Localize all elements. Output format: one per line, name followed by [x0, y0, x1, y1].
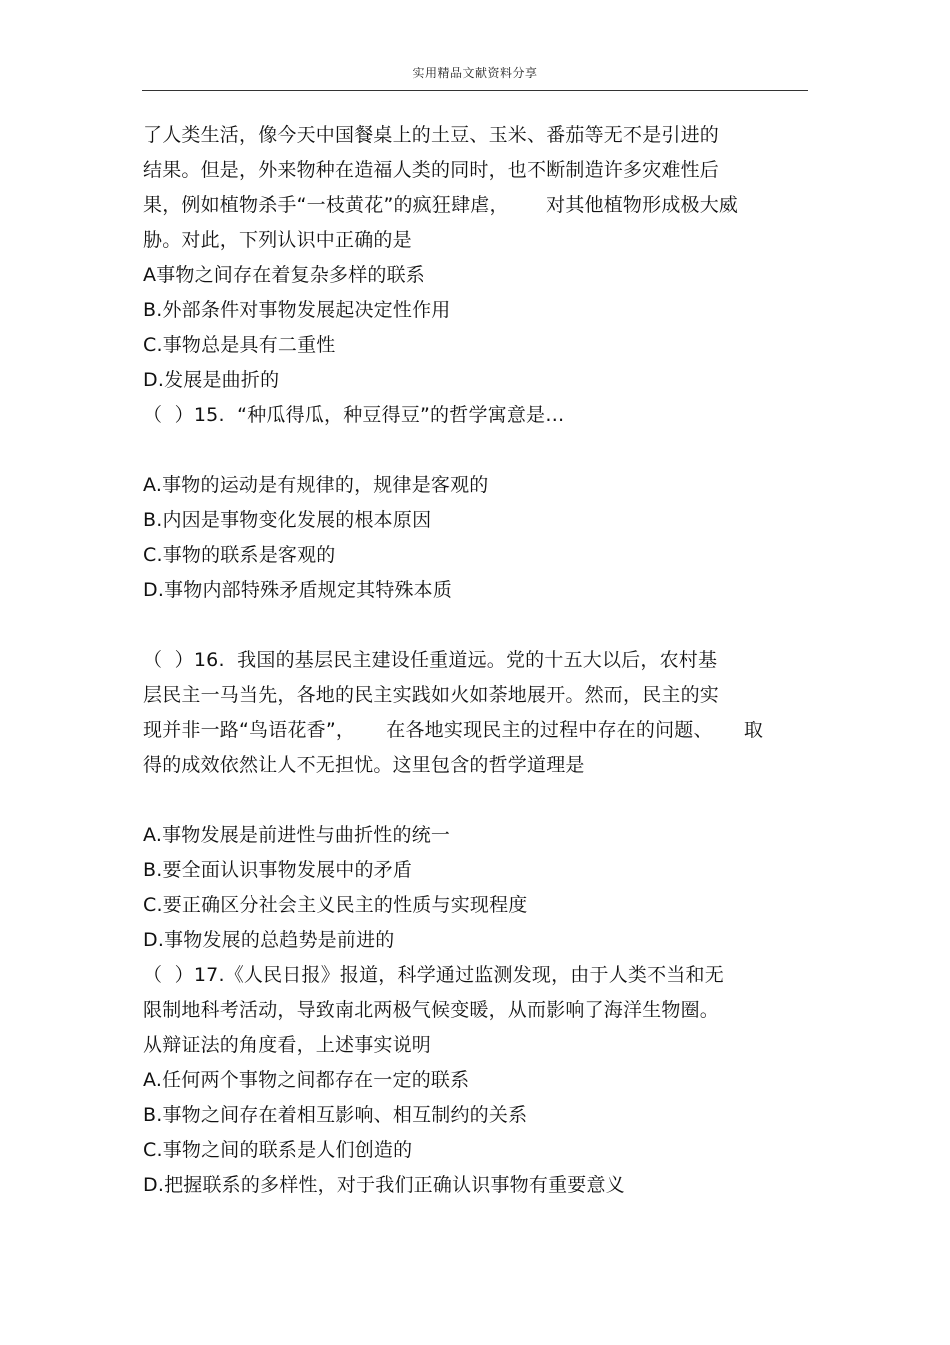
- question-text-line: 限制地科考活动，导致南北两极气候变暖，从而影响了海洋生物圈。: [143, 999, 720, 1021]
- question-text-line: （ ）16. 我国的基层民主建设任重道远。党的十五大以后，农村基: [143, 649, 718, 671]
- option-c: C.事物的联系是客观的: [143, 544, 336, 566]
- option-c: C.要正确区分社会主义民主的性质与实现程度: [143, 894, 528, 916]
- question-text-line: 胁。对此，下列认识中正确的是: [143, 229, 412, 251]
- question-stem: （ ）15. “种瓜得瓜，种豆得豆”的哲学寓意是…: [143, 404, 565, 426]
- page-header-title: 实用精品文献资料分享: [412, 66, 538, 80]
- option-b: B.内因是事物变化发展的根本原因: [143, 509, 432, 531]
- blank-line: [143, 433, 823, 468]
- question-text-line: 从辩证法的角度看，上述事实说明: [143, 1034, 432, 1056]
- question-text-line: 得的成效依然让人不无担忧。这里包含的哲学道理是: [143, 754, 585, 776]
- option-b: B.外部条件对事物发展起决定性作用: [143, 299, 451, 321]
- option-b: B.事物之间存在着相互影响、相互制约的关系: [143, 1104, 528, 1126]
- option-a: A.事物的运动是有规律的，规律是客观的: [143, 474, 489, 496]
- option-d: D.事物内部特殊矛盾规定其特殊本质: [143, 579, 453, 601]
- question-text-line: 果，例如植物杀手“一枝黄花”的疯狂肆虐， 对其他植物形成极大威: [143, 194, 739, 216]
- option-a: A事物之间存在着复杂多样的联系: [143, 264, 425, 286]
- question-text-line: 结果。但是，外来物种在造福人类的同时，也不断制造许多灾难性后: [143, 159, 720, 181]
- question-text-line: （ ）17.《人民日报》报道，科学通过监测发现，由于人类不当和无: [143, 964, 724, 986]
- option-a: A.事物发展是前进性与曲折性的统一: [143, 824, 451, 846]
- blank-line: [143, 608, 823, 643]
- option-c: C.事物总是具有二重性: [143, 334, 336, 356]
- option-d: D.把握联系的多样性，对于我们正确认识事物有重要意义: [143, 1174, 625, 1196]
- option-d: D.发展是曲折的: [143, 369, 280, 391]
- question-14-continuation: [143, 118, 823, 398]
- question-16: [143, 643, 823, 958]
- question-17: [143, 958, 823, 1203]
- option-a: A.任何两个事物之间都存在一定的联系: [143, 1069, 470, 1091]
- question-text-line: 了人类生活，像今天中国餐桌上的土豆、玉米、番茄等无不是引进的: [143, 124, 720, 146]
- question-text-line: 现并非一路“鸟语花香”， 在各地实现民主的过程中存在的问题、 取: [143, 719, 764, 741]
- header-divider: [142, 90, 808, 91]
- document-body: [143, 118, 823, 1203]
- question-text-line: 层民主一马当先，各地的民主实践如火如荼地展开。然而，民主的实: [143, 684, 720, 706]
- blank-line: [143, 783, 823, 818]
- option-c: C.事物之间的联系是人们创造的: [143, 1139, 413, 1161]
- question-15: [143, 398, 823, 608]
- option-d: D.事物发展的总趋势是前进的: [143, 929, 395, 951]
- option-b: B.要全面认识事物发展中的矛盾: [143, 859, 413, 881]
